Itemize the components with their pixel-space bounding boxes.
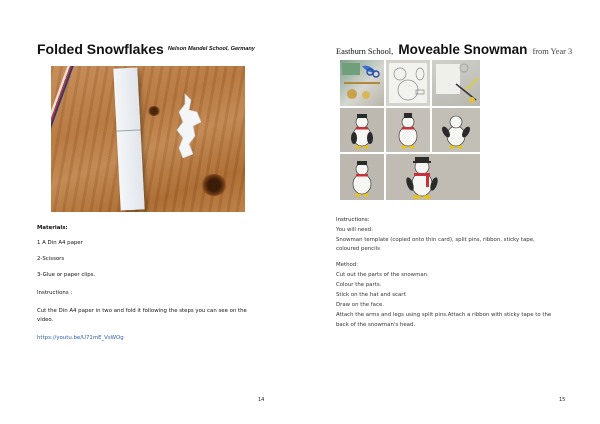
- materials-line: coloured pencils: [336, 246, 380, 252]
- right-page: [300, 0, 600, 424]
- materials-photo: [340, 60, 384, 106]
- title-moveable-snowman: Moveable Snowman: [398, 42, 528, 57]
- method-step: Stick on the hat and scarf.: [336, 292, 407, 298]
- snowflake-photo: [51, 66, 245, 212]
- material-item: 3-Glue or paper clips.: [37, 272, 96, 278]
- snowman-template-photo: [386, 60, 430, 106]
- cutting-parts-photo: [432, 60, 480, 106]
- youtube-link[interactable]: https://youtu.be/U71mE_VsWOg: [37, 335, 124, 341]
- method-step: Cut out the parts of the snowman.: [336, 272, 429, 278]
- snowman-photo: [340, 154, 384, 200]
- school-name: Eastburn School,: [336, 47, 394, 56]
- year-group: from Year 3: [532, 47, 573, 56]
- material-item: 2-Scissors: [37, 256, 65, 262]
- page-title: [37, 39, 255, 58]
- method-step: Draw on the face.: [336, 302, 384, 308]
- snowman-photo-collage: [340, 60, 480, 200]
- method-step: Colour the parts.: [336, 282, 382, 288]
- snowman-photo: [386, 108, 430, 152]
- instructions-heading: Instructions:: [336, 217, 370, 223]
- method-step: back of the snowman's head.: [336, 322, 416, 328]
- method-step: Attach the arms and legs using split pins.Attach a ribbon with sticky tape to the: [336, 312, 552, 318]
- materials-heading: Materials:: [37, 225, 68, 231]
- paper-cutout-image: [171, 92, 211, 162]
- instructions-heading: Instructions :: [37, 290, 73, 296]
- page-number: 14: [258, 397, 265, 403]
- instruction-line: video.: [37, 317, 54, 323]
- materials-line: Snowman template (copied onto thin card), split pins, ribbon, sticky tape,: [336, 237, 535, 243]
- snowman-photo: [340, 108, 384, 152]
- material-item: 1 A Din A4 paper: [37, 240, 83, 246]
- finished-snowman-photo: [386, 154, 480, 200]
- page-title: [336, 39, 572, 58]
- instruction-line: Cut the Din A4 paper in two and fold it following the steps you can see on the: [37, 308, 247, 314]
- method-heading: Method:: [336, 262, 359, 268]
- title-folded-snowflakes: Folded Snowflakes: [37, 41, 164, 57]
- school-name: Nelson Mandel School, Germany: [167, 46, 255, 52]
- you-will-need-label: You will need:: [336, 227, 373, 233]
- snowman-photo: [432, 108, 480, 152]
- page-number: 15: [559, 397, 566, 403]
